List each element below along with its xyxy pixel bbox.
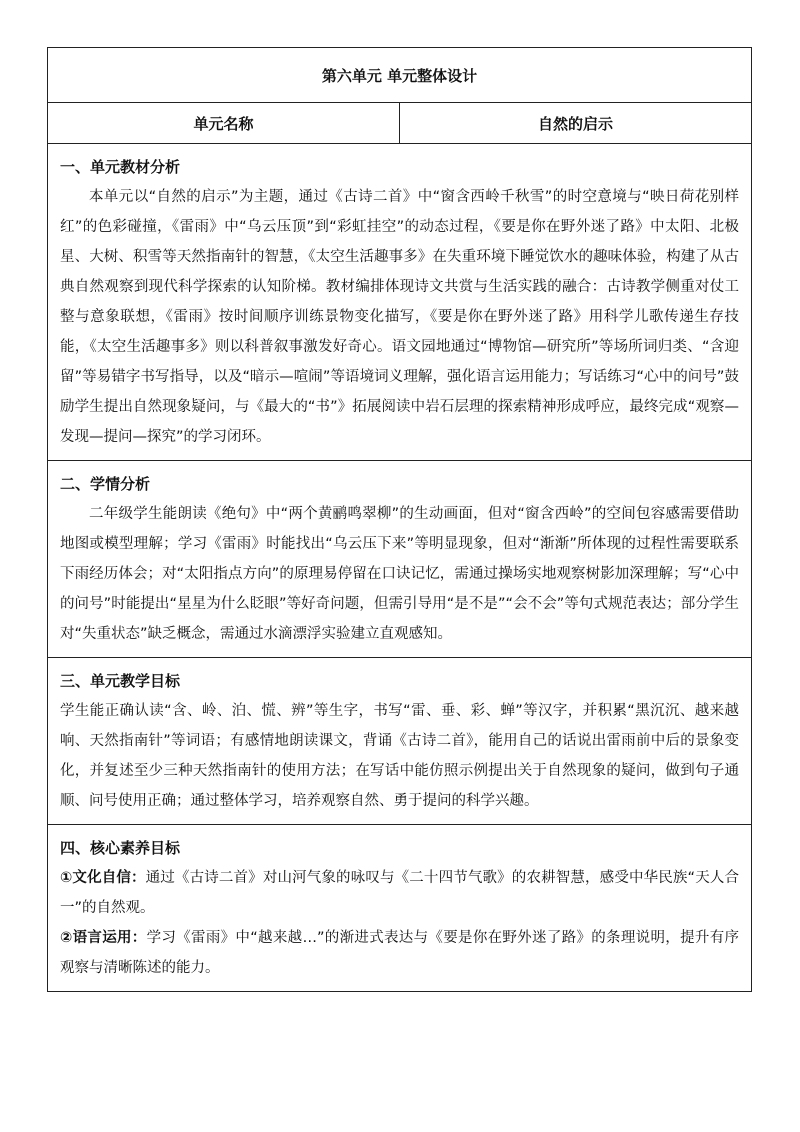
section-body: 本单元以“自然的启示”为主题，通过《古诗二首》中“窗含西岭千秋雪”的时空意境与“映日荷花别样红”的色彩碰撞，《雷雨》中“乌云压顶”到“彩虹挂空”的动态过程，《要是你在野外迷了路》中太阳、北极星、大树、积雪等天然指南针的智慧，《太空生活趣事多》在失重环境下睡觉饮水的趣味体验，构建了从古典自然观察到现代科学探索的认知阶梯。教材编排体现诗文共赏与生活实践的融合：古诗教学侧重对仗工整与意象联想，《雷雨》按时间顺序训练景物变化描写，《要是你在野外迷了路》用科学儿歌传递生存技能，《太空生活趣事多》则以科普叙事激发好奇心。语文园地通过“博物馆—研究所”等场所词归类、“含迎留”等易错字书写指导，以及“暗示—喧闹”等语境词义理解，强化语言运用能力；写话练习“心中的问号”鼓励学生提出自然现象疑问，与《最大的“书”》拓展阅读中岩石层理的探索精神形成呼应，最终完成“观察—发现—提问—探究”的学习闭环。 xyxy=(60,189,739,445)
section-heading: 二、学情分析 xyxy=(60,475,151,493)
goal-item xyxy=(60,863,739,923)
design-document xyxy=(47,47,752,992)
goal-label: ①文化自信： xyxy=(60,870,146,886)
document-title: 第六单元 单元整体设计 xyxy=(48,48,752,103)
unit-name-label: 单元名称 xyxy=(48,103,400,144)
section-heading: 三、单元教学目标 xyxy=(60,672,181,690)
unit-design-table xyxy=(47,47,752,992)
section-core-literacy-goals xyxy=(48,825,752,992)
goal-text: 学习《雷雨》中“越来越…”的渐进式表达与《要是你在野外迷了路》的条理说明，提升有序观察与清晰陈述的能力。 xyxy=(60,930,739,976)
goal-item xyxy=(60,923,739,983)
unit-name-value: 自然的启示 xyxy=(400,103,752,144)
section-heading: 一、单元教材分析 xyxy=(60,158,181,176)
section-body: 二年级学生能朗读《绝句》中“两个黄鹂鸣翠柳”的生动画面，但对“窗含西岭”的空间包容感需要借助地图或模型理解；学习《雷雨》时能找出“乌云压下来”等明显现象，但对“渐渐”所体现的过程性需要联系下雨经历体会；对“太阳指点方向”的原理易停留在口诀记忆，需通过操场实地观察树影加深理解；写“心中的问号”时能提出“星星为什么眨眼”等好奇问题，但需引导用“是不是”“会不会”等句式规范表达；部分学生对“失重状态”缺乏概念，需通过水滴漂浮实验建立直观感知。 xyxy=(60,506,739,642)
section-heading: 四、核心素养目标 xyxy=(60,839,181,857)
section-learner-analysis xyxy=(48,461,752,658)
section-body: 学生能正确认读“含、岭、泊、慌、辨”等生字，书写“雷、垂、彩、蝉”等汉字，并积累“黑沉沉、越来越响、天然指南针”等词语；有感情地朗读课文，背诵《古诗二首》，能用自己的话说出雷雨前中后的景象变化，并复述至少三种天然指南针的使用方法；在写话中能仿照示例提出关于自然现象的疑问，做到句子通顺、问号使用正确；通过整体学习，培养观察自然、勇于提问的科学兴趣。 xyxy=(60,703,739,809)
section-textbook-analysis xyxy=(48,144,752,461)
goal-label: ②语言运用： xyxy=(60,930,147,946)
goal-text: 通过《古诗二首》对山河气象的咏叹与《二十四节气歌》的农耕智慧，感受中华民族“天人合一”的自然观。 xyxy=(60,870,739,916)
section-teaching-goals xyxy=(48,658,752,825)
